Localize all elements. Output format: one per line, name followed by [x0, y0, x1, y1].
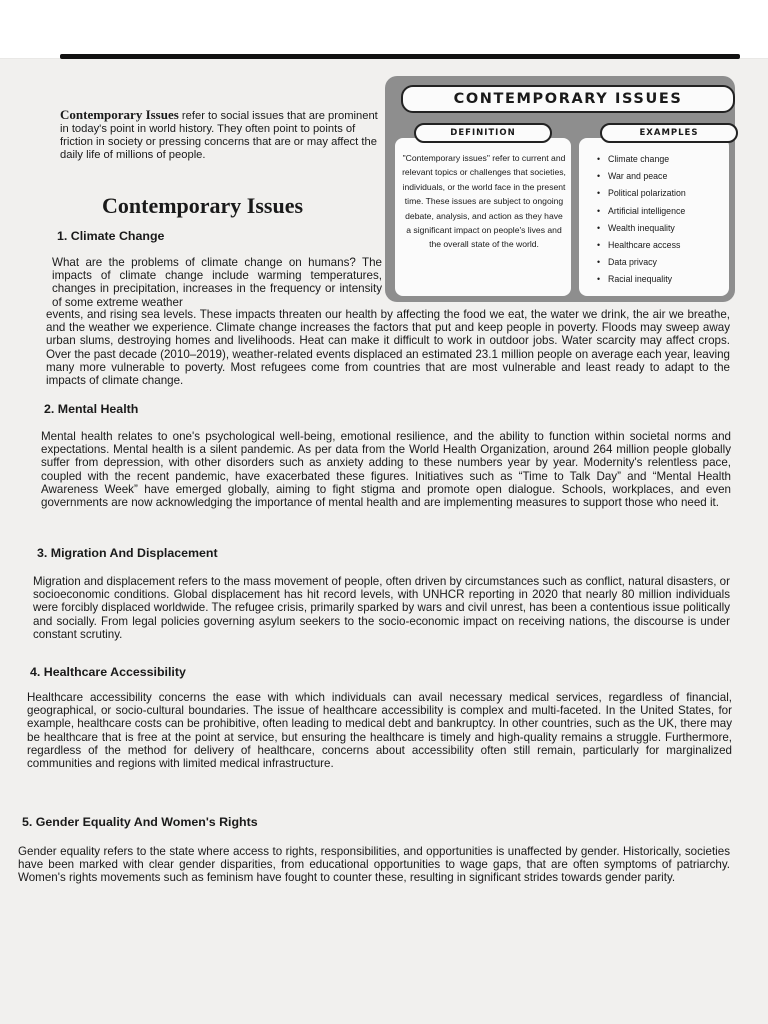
list-item: • Healthcare access: [597, 240, 681, 251]
examples-label: EXAMPLES: [600, 123, 738, 143]
list-item: • War and peace: [597, 171, 668, 182]
migration-paragraph: Migration and displacement refers to the mass movement of people, often driven by circumstances such as conflict, natural disasters, or socioeconomic conditions. Global displacement has hit record levels, with UNHCR reporting in 2020 that nearly 80 million individuals were forcibly displaced worldwide. The refugee crisis, primarily sparked by wars and civil unrest, has been a contentious issue politically and socially. From legal policies governing asylum seekers to the socio-economic impact on receiving nations, the discourse is under constant scrutiny.: [33, 575, 730, 641]
infographic-title: CONTEMPORARY ISSUES: [401, 85, 735, 113]
definition-label: DEFINITION: [414, 123, 552, 143]
section-heading-healthcare: 4. Healthcare Accessibility: [30, 665, 186, 679]
list-item: • Wealth inequality: [597, 222, 675, 233]
section-heading-migration: 3. Migration And Displacement: [37, 546, 218, 560]
intro-paragraph: [60, 108, 380, 162]
intro-term: Contemporary Issues: [60, 107, 179, 122]
climate-change-paragraph: events, and rising sea levels. These impacts threaten our health by affecting the food we eat, the water we drink, the air we breathe, and the weather we experience. Climate change increases the factors that put and keep people in poverty. Floods may sweep away urban slums, destroying homes and livelihoods. Heat can make it difficult to work in outdoor jobs. Water scarcity may affect crops. Over the past decade (2010–2019), weather-related events displaced an estimated 23.1 million people on average each year, leaving many more vulnerable to poverty. Most refugees come from countries that are most vulnerable and least ready to adapt to the impacts of climate change.: [46, 308, 730, 388]
gender-equality-paragraph: Gender equality refers to the state where access to rights, responsibilities, and opportunities is unaffected by gender. Historically, societies have been marked with clear gender disparities, from educational opportunities to wage gaps, that are often symptoms of patriarchy. Women's rights movements such as feminism have fought to counter these, resulting in significant strides towards gender parity.: [18, 845, 730, 885]
examples-list: [597, 151, 686, 289]
top-margin: [0, 0, 768, 58]
list-item: • Artificial intelligence: [597, 205, 686, 216]
climate-change-paragraph-start: What are the problems of climate change on humans? The impacts of climate change include warming temperatures, changes in precipitation, increases in the frequency or intensity of some extreme weather: [52, 256, 382, 309]
section-heading-mental-health: 2. Mental Health: [44, 402, 139, 416]
mental-health-paragraph: Mental health relates to one's psychological well-being, emotional resilience, and the ability to function within societal norms and expectations. Mental health is a silent pandemic. As per data from the World Health Organization, around 264 million people globally suffer from depression, with other disorders such as anxiety adding to these numbers year by year. Modernity's relentless pace, coupled with the recent pandemic, have exacerbated these figures. Initiatives such as “Time to Talk Day” and “Mental Health Awareness Week” have emerged globally, aiming to fight stigma and promote open dialogue. Schools, workplaces, and even governments are now acknowledging the importance of mental health and are implementing measures to support those who need it.: [41, 430, 731, 510]
intro-text: refer to social issues that are prominent in today's point in world history. They often point to points of friction in society or pressing concerns that are or may affect the daily life of millions of people.: [60, 110, 378, 161]
page-title: Contemporary Issues: [102, 193, 304, 218]
section-heading-climate-change: 1. Climate Change: [57, 229, 165, 243]
definition-text: "Contemporary issues" refer to current and relevant topics or challenges that societies, individuals, or the world face in the present time. These issues are subject to ongoing debate, analysis, and action as they have a significant impact on people's lives and the overall state of the world.: [402, 153, 566, 250]
list-item: • Data privacy: [597, 257, 657, 268]
section-heading-gender-equality: 5. Gender Equality And Women's Rights: [22, 815, 258, 829]
list-item: • Political polarization: [597, 188, 686, 199]
list-item: • Racial inequality: [597, 274, 673, 285]
healthcare-paragraph: Healthcare accessibility concerns the ease with which individuals can avail necessary medical services, regardless of financial, geographical, or socio-cultural boundaries. The issue of healthcare accessibility is complex and multi-faceted. In the United States, for example, healthcare costs can be prohibitive, often leading to medical debt and bankruptcy. In other countries, such as the UK, there may be healthcare that is free at the point at service, but ensuring the healthcare is timely and high-quality remains a struggle. Furthermore, regardless of the method for delivery of healthcare, concerns about accessibility often still remain, particularly for marginalized communities and regions with limited medical infrastructure.: [27, 691, 732, 771]
list-item: • Climate change: [597, 154, 670, 164]
